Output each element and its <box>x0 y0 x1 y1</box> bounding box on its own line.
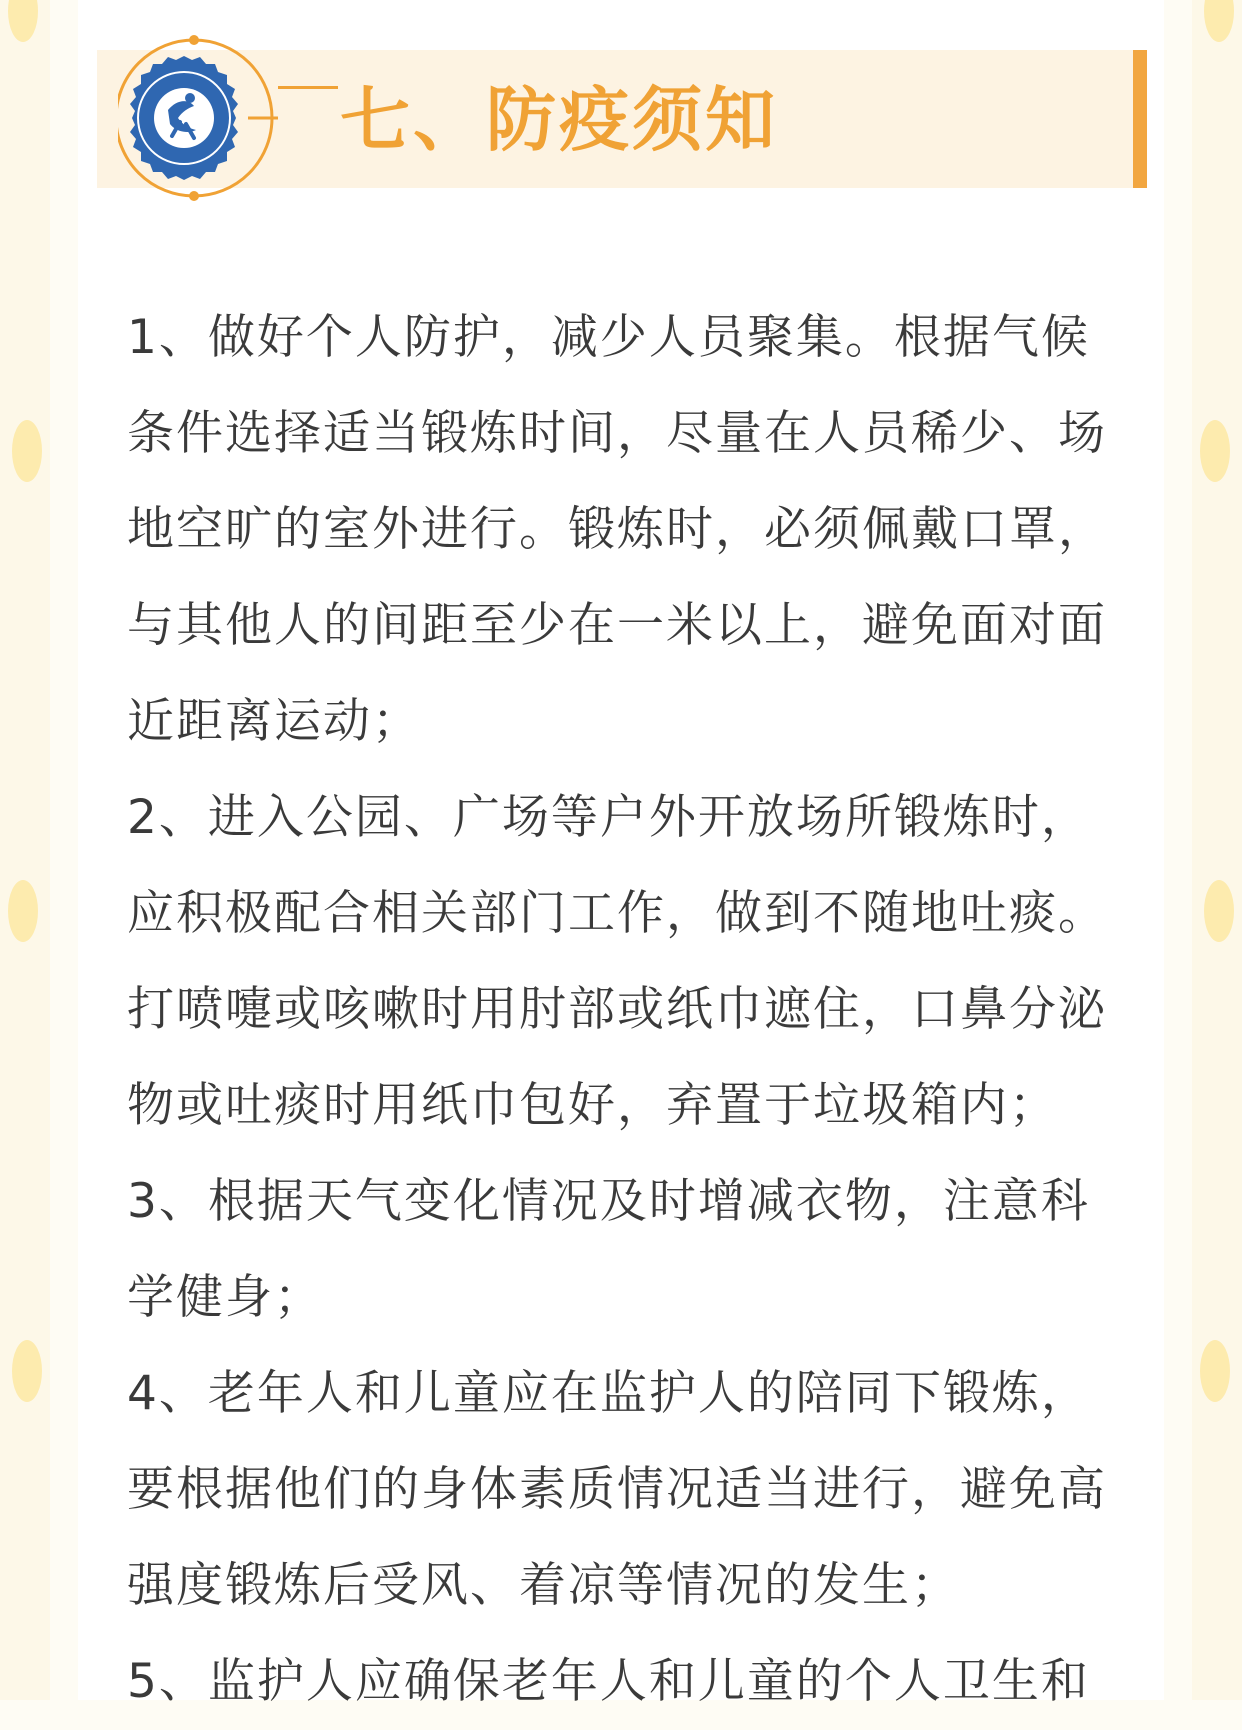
connector-line <box>278 86 338 89</box>
paragraph-4: 4、老年人和儿童应在监护人的陪同下锻炼，要根据他们的身体素质情况适当进行，避免高强度锻炼后受风、着凉等情况的发生； <box>127 1366 1107 1613</box>
header-accent-bar <box>1133 50 1147 188</box>
logo-emblem-icon <box>118 30 278 206</box>
paragraph-2: 2、进入公园、广场等户外开放场所锻炼时，应积极配合相关部门工作，做到不随地吐痰。打喷嚏或咳嗽时用肘部或纸巾遮住，口鼻分泌物或吐痰时用纸巾包好，弃置于垃圾箱内； <box>127 790 1107 1133</box>
paragraph-5: 5、监护人应确保老年人和儿童的个人卫生和 <box>127 1654 1090 1709</box>
article-body <box>127 290 1127 1730</box>
leaf-decor <box>12 420 42 482</box>
leaf-decor <box>1200 420 1230 482</box>
right-decor-strip <box>1192 0 1242 1700</box>
festival-logo <box>118 30 278 206</box>
left-decor-strip <box>0 0 50 1700</box>
paragraph-1: 1、做好个人防护，减少人员聚集。根据气候条件选择适当锻炼时间，尽量在人员稀少、场地空旷的室外进行。锻炼时，必须佩戴口罩，与其他人的间距至少在一米以上，避免面对面近距离运动； <box>127 310 1107 749</box>
leaf-decor <box>1200 1340 1230 1402</box>
leaf-decor <box>12 1340 42 1402</box>
paragraph-3: 3、根据天气变化情况及时增减衣物，注意科学健身； <box>127 1174 1090 1325</box>
leaf-decor <box>8 880 38 942</box>
section-title: 七、防疫须知 <box>340 79 778 161</box>
leaf-decor <box>1204 880 1234 942</box>
